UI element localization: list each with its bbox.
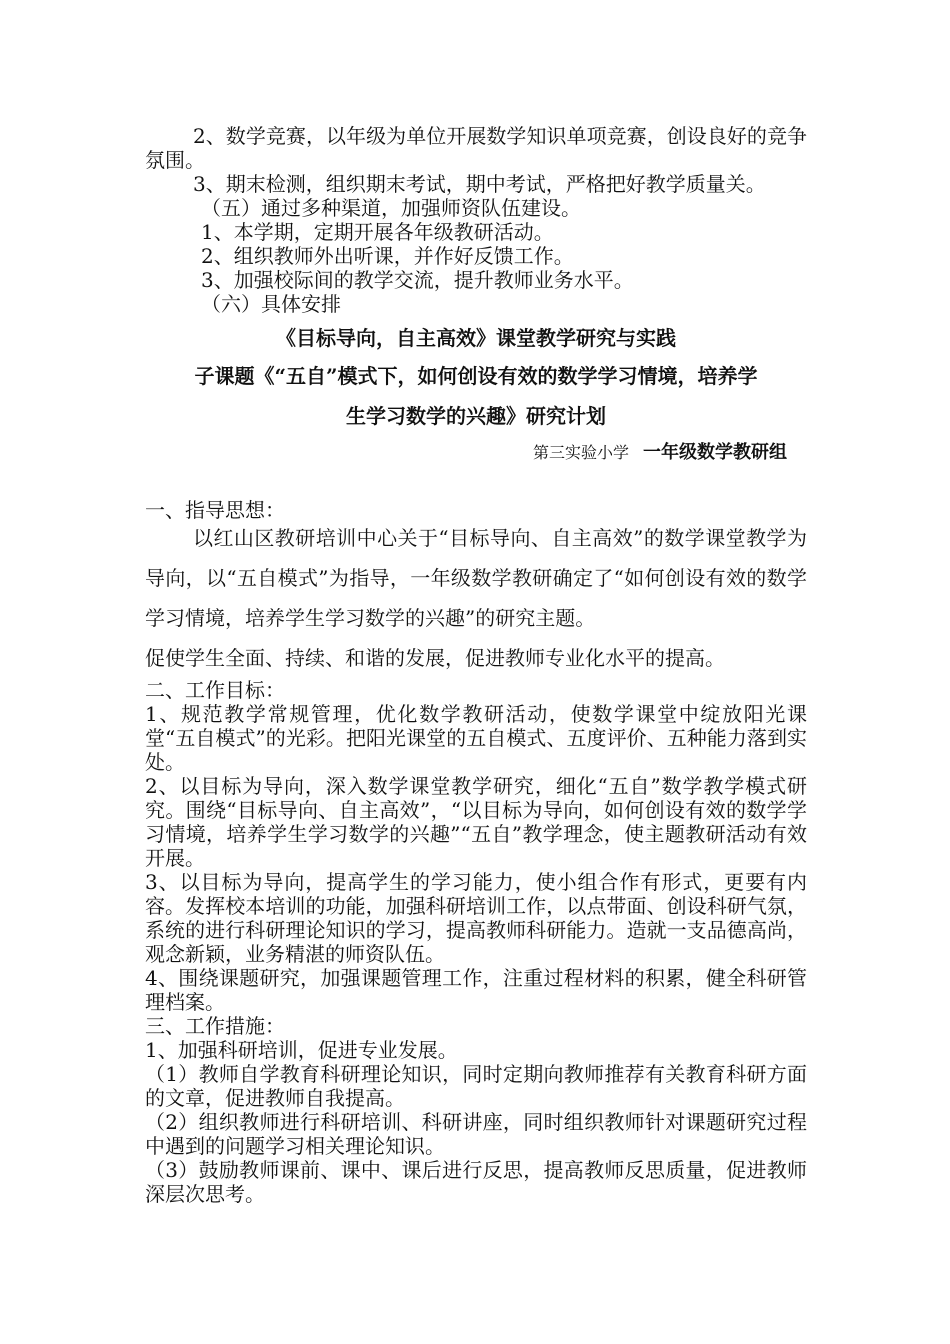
- goal-3: 3、以目标为导向，提高学生的学习能力，使小组合作有形式，更要有内容。发挥校本培训的功能，加强科研培训工作，以点带面、创设科研气氛，系统的进行科研理论知识的学习，提高教师科研能力。造就一支品德高尚，观念新颖，业务精湛的师资队伍。: [145, 870, 807, 966]
- goal-4: 4、围绕课题研究，加强课题管理工作，注重过程材料的积累，健全科研管理档案。: [145, 966, 807, 1014]
- heading-arrangement: （六）具体安排: [201, 292, 341, 316]
- spacer: [145, 468, 807, 498]
- paragraph-competition: 2、数学竞赛，以年级为单位开展数学知识单项竞赛，创设良好的竞争氛围。: [145, 124, 807, 172]
- measure-1: 1、加强科研培训，促进专业发展。: [145, 1038, 458, 1062]
- plan-subtitle-line-1: 子课题《“五自”模式下，如何创设有效的数学学习情境，培养学: [194, 364, 758, 388]
- heading-goals: 二、工作目标：: [145, 678, 285, 702]
- heading-teacher-team: （五）通过多种渠道，加强师资队伍建设。: [201, 196, 581, 220]
- heading-measures: 三、工作措施：: [145, 1014, 285, 1038]
- goal-2: 2、以目标为导向，深入数学课堂教学研究，细化“五自”数学教学模式研究。围绕“目标导向、自主高效”，“以目标为导向，如何创设有效的数学学习情境，培养学生学习数学的兴趣”“五自”教学理念，使主题教研活动有效开展。: [145, 774, 807, 870]
- paragraph-research-activity: 1、本学期，定期开展各年级教研活动。: [201, 220, 554, 244]
- paragraph-school-exchange: 3、加强校际间的教学交流，提升教师业务水平。: [201, 268, 634, 292]
- plan-subtitle-line-2: 生学习数学的兴趣》研究计划: [346, 404, 606, 428]
- paragraph-final-exam: 3、期末检测，组织期末考试，期中考试，严格把好教学质量关。: [193, 172, 766, 196]
- plan-author: [145, 438, 807, 468]
- paragraph-guidance-2: 促使学生全面、持续、和谐的发展，促进教师专业化水平的提高。: [145, 646, 725, 670]
- measure-1-b: （2）组织教师进行科研培训、科研讲座，同时组织教师针对课题研究过程中遇到的问题学习相关理论知识。: [145, 1110, 807, 1158]
- goal-1: 1、规范教学常规管理，优化数学教研活动，使数学课堂中绽放阳光课堂“五自模式”的光彩。把阳光课堂的五自模式、五度评价、五种能力落到实处。: [145, 702, 807, 774]
- paragraph-guidance: 以红山区教研培训中心关于“目标导向、自主高效”的数学课堂教学为导向，以“五自模式”为指导，一年级数学教研确定了“如何创设有效的数学学习情境，培养学生学习数学的兴趣”的研究主题。: [145, 526, 807, 630]
- heading-guidance: 一、指导思想：: [145, 498, 285, 522]
- group-name: 一年级数学教研组: [643, 442, 787, 463]
- measure-1-a: （1）教师自学教育科研理论知识，同时定期向教师推荐有关教育科研方面的文章，促进教师自我提高。: [145, 1062, 807, 1110]
- plan-title: 《目标导向，自主高效》课堂教学研究与实践: [276, 326, 676, 350]
- school-name: 第三实验小学: [532, 443, 629, 462]
- paragraph-observe-lessons: 2、组织教师外出听课，并作好反馈工作。: [201, 244, 574, 268]
- document-content: [145, 124, 807, 1206]
- measure-1-c: （3）鼓励教师课前、课中、课后进行反思，提高教师反思质量，促进教师深层次思考。: [145, 1158, 807, 1206]
